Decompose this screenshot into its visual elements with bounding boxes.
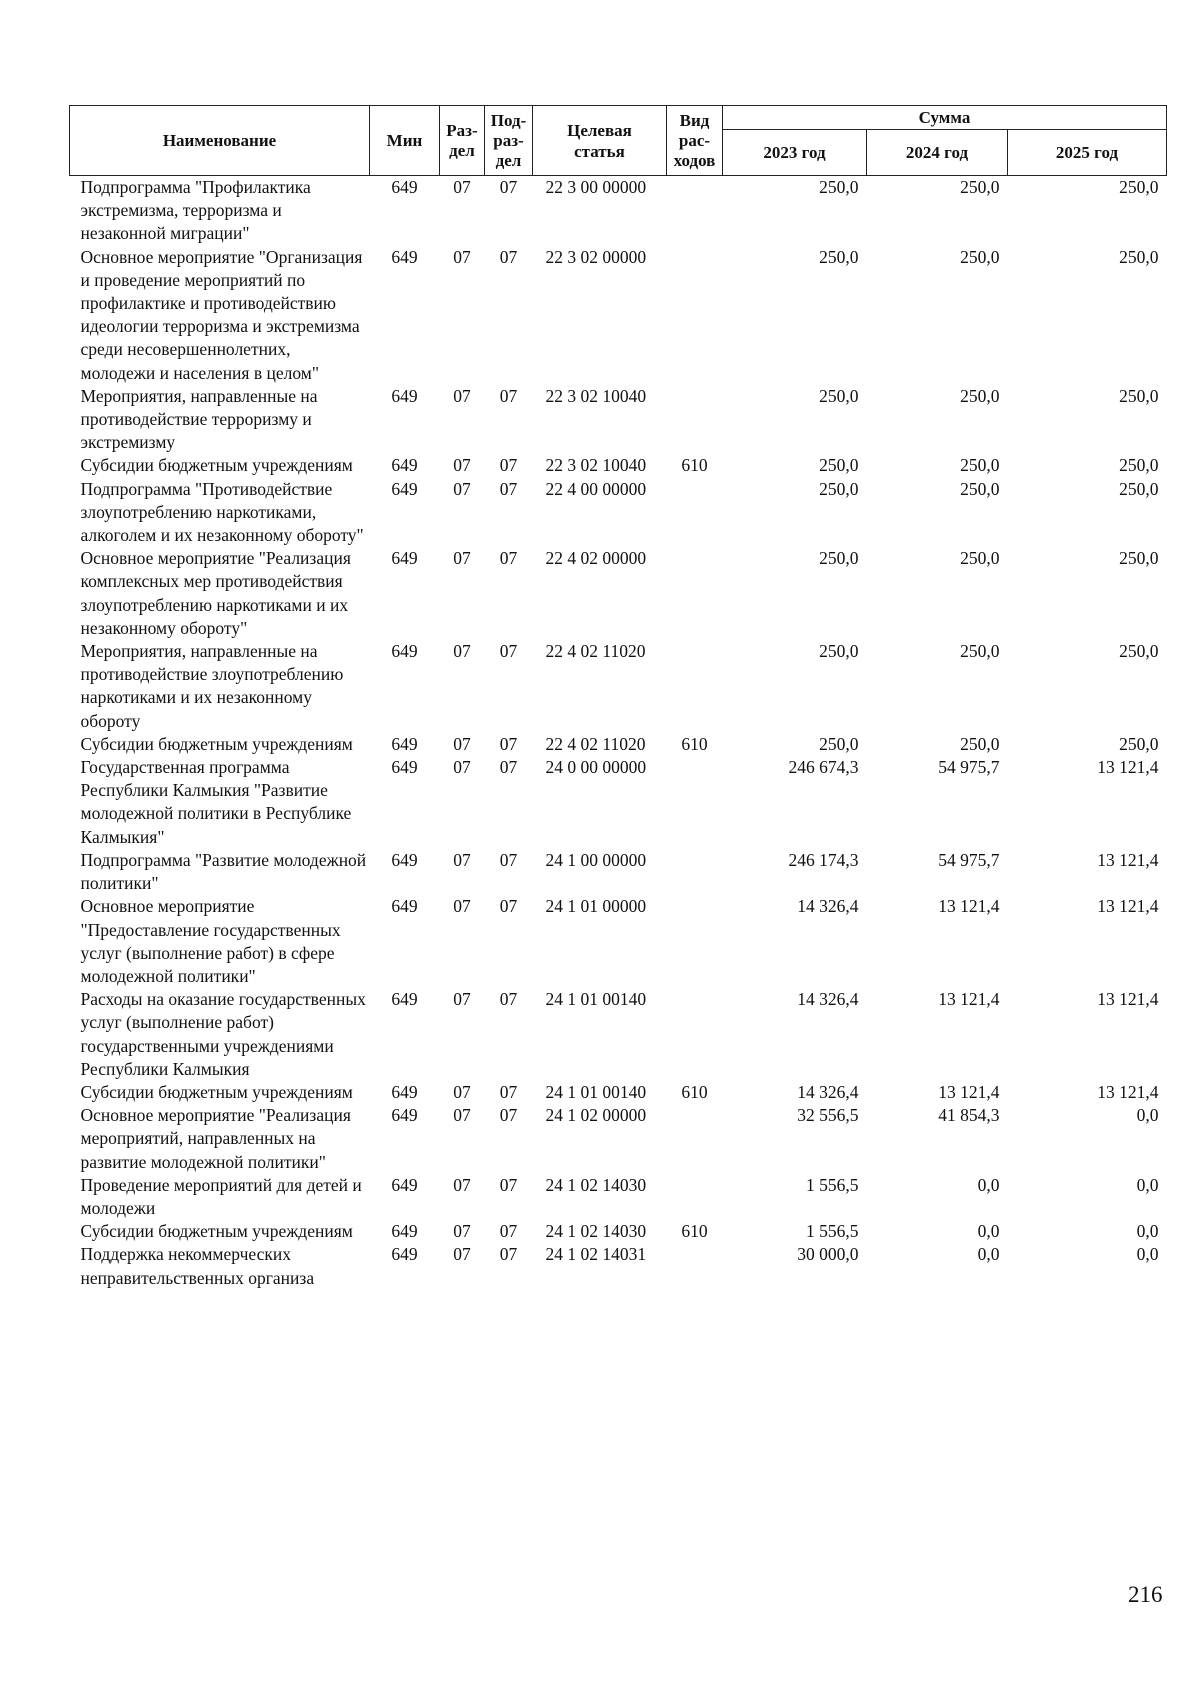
cell-celevaya: 22 4 02 11020: [545, 733, 646, 754]
cell-vid: [667, 1174, 723, 1220]
cell-razdel: 07: [453, 177, 471, 197]
cell-name: Субсидии бюджетным учреждениям: [80, 733, 353, 754]
cell-celevaya: 24 1 02 14030: [545, 1221, 647, 1242]
budget-table-sheet: [69, 105, 1166, 1290]
cell-vid: [667, 547, 723, 640]
cell-vid: [667, 895, 723, 988]
cell-name: Проведение мероприятий для детей и молодежи: [80, 1174, 362, 1218]
cell-min: 649: [391, 385, 418, 406]
cell-razdel: 07: [453, 385, 471, 406]
table-row: [70, 246, 1167, 385]
cell-name: Основное мероприятие "Организация и проведение мероприятий по профилактике и противодействию идеологии терроризма и экстремизма среди несовершеннолетних, молодежи и населения в целом": [80, 246, 363, 383]
cell-min: 649: [391, 1174, 418, 1195]
cell-2023: 246 674,3: [788, 757, 859, 778]
cell-2025: 250,0: [1119, 548, 1159, 569]
cell-celevaya: 22 4 02 00000: [545, 548, 647, 569]
cell-razdel: 07: [453, 1244, 471, 1265]
cell-2024: 250,0: [960, 478, 1000, 499]
cell-celevaya: 24 1 01 00140: [545, 989, 647, 1010]
cell-name: Расходы на оказание государственных услуг (выполнение работ) государственными учреждениями Республики Калмыкия: [80, 989, 366, 1079]
header-podrazdel: Под- раз- дел: [485, 106, 533, 176]
cell-razdel: 07: [453, 478, 471, 499]
cell-2024: 0,0: [977, 1174, 1000, 1195]
cell-2024: 250,0: [960, 455, 1000, 476]
cell-2025: 13 121,4: [1097, 849, 1159, 870]
cell-2023: 14 326,4: [797, 896, 859, 917]
cell-name: Подпрограмма "Развитие молодежной политики": [80, 849, 367, 894]
cell-2023: 250,0: [819, 455, 859, 476]
cell-2023: 250,0: [819, 177, 859, 197]
header-2023: 2023 год: [723, 130, 867, 176]
header-name: Наименование: [70, 106, 370, 176]
cell-2024: 13 121,4: [938, 989, 1000, 1010]
cell-name: Субсидии бюджетным учреждениям: [80, 455, 353, 476]
cell-2024: 250,0: [960, 733, 1000, 754]
table-row: [70, 1243, 1167, 1289]
cell-razdel: 07: [453, 1105, 471, 1126]
cell-name: Подпрограмма "Профилактика экстремизма, терроризма и незаконной миграции": [80, 177, 311, 244]
cell-razdel: 07: [453, 757, 471, 778]
table-row: [70, 895, 1167, 988]
cell-2023: 32 556,5: [797, 1105, 859, 1126]
cell-razdel: 07: [453, 1081, 471, 1102]
page-number: 216: [1128, 1582, 1163, 1607]
cell-podrazdel: 07: [499, 548, 518, 569]
table-body: [70, 176, 1167, 1290]
cell-2023: 1 556,5: [806, 1221, 859, 1242]
cell-2025: 250,0: [1119, 385, 1159, 406]
cell-celevaya: 24 1 02 14030: [545, 1174, 647, 1195]
cell-podrazdel: 07: [499, 989, 518, 1010]
cell-celevaya: 24 1 02 00000: [545, 1105, 647, 1126]
cell-vid: [667, 849, 723, 895]
cell-podrazdel: 07: [499, 849, 518, 870]
header-summa: Сумма: [723, 106, 1167, 130]
cell-min: 649: [391, 246, 418, 267]
cell-podrazdel: 07: [499, 455, 518, 476]
cell-2023: 250,0: [819, 385, 859, 406]
header-min: Мин: [370, 106, 440, 176]
cell-razdel: 07: [453, 246, 471, 267]
cell-2025: 13 121,4: [1097, 1081, 1159, 1102]
budget-table: [69, 105, 1167, 1290]
cell-celevaya: 22 4 02 11020: [545, 641, 646, 662]
cell-min: 649: [391, 849, 418, 870]
cell-vid: [667, 176, 723, 246]
cell-vid: 610: [681, 455, 708, 476]
cell-podrazdel: 07: [499, 177, 518, 197]
cell-2023: 246 174,3: [788, 849, 859, 870]
table-row: [70, 454, 1167, 477]
cell-2024: 0,0: [977, 1221, 1000, 1242]
cell-2023: 250,0: [819, 733, 859, 754]
cell-vid: 610: [681, 1221, 708, 1242]
cell-min: 649: [391, 1244, 418, 1265]
cell-razdel: 07: [453, 733, 471, 754]
cell-razdel: 07: [453, 455, 471, 476]
cell-2023: 250,0: [819, 478, 859, 499]
cell-min: 649: [391, 1081, 418, 1102]
cell-min: 649: [391, 896, 418, 917]
header-vid: Вид рас- ходов: [667, 106, 723, 176]
cell-vid: 610: [681, 733, 708, 754]
cell-min: 649: [391, 478, 418, 499]
header-2024: 2024 год: [867, 130, 1008, 176]
cell-2023: 30 000,0: [797, 1244, 859, 1265]
cell-razdel: 07: [453, 896, 471, 917]
cell-podrazdel: 07: [499, 641, 518, 662]
cell-name: Мероприятия, направленные на противодействие злоупотреблению наркотиками и их незаконному обороту: [80, 641, 344, 731]
cell-razdel: 07: [453, 849, 471, 870]
cell-2025: 250,0: [1119, 733, 1159, 754]
cell-razdel: 07: [453, 989, 471, 1010]
cell-razdel: 07: [453, 1174, 471, 1195]
cell-2024: 250,0: [960, 548, 1000, 569]
cell-min: 649: [391, 733, 418, 754]
table-row: [70, 756, 1167, 849]
cell-vid: [667, 385, 723, 455]
cell-podrazdel: 07: [499, 1174, 518, 1195]
cell-celevaya: 24 1 01 00000: [545, 896, 647, 917]
cell-2025: 250,0: [1119, 246, 1159, 267]
cell-name: Мероприятия, направленные на противодействие терроризму и экстремизму: [80, 385, 318, 453]
cell-2024: 13 121,4: [938, 1081, 1000, 1102]
table-row: [70, 1104, 1167, 1174]
cell-2025: 0,0: [1136, 1244, 1159, 1265]
table-row: [70, 547, 1167, 640]
cell-name: Государственная программа Республики Калмыкия "Развитие молодежной политики в Республике Калмыкия": [80, 757, 352, 847]
cell-name: Основное мероприятие "Реализация комплексных мер противодействия злоупотреблению наркотиками и их незаконному обороту": [80, 548, 351, 638]
cell-name: Основное мероприятие "Реализация мероприятий, направленных на развитие молодежной политики": [80, 1105, 351, 1172]
cell-min: 649: [391, 548, 418, 569]
cell-min: 649: [391, 989, 418, 1010]
cell-2024: 250,0: [960, 641, 1000, 662]
cell-2023: 250,0: [819, 246, 859, 267]
cell-name: Субсидии бюджетным учреждениям: [80, 1221, 353, 1242]
cell-podrazdel: 07: [499, 478, 518, 499]
table-row: [70, 640, 1167, 733]
cell-min: 649: [391, 177, 418, 197]
cell-2024: 54 975,7: [938, 849, 1000, 870]
cell-min: 649: [391, 1105, 418, 1126]
cell-razdel: 07: [453, 548, 471, 569]
cell-celevaya: 24 1 01 00140: [545, 1081, 647, 1102]
header-celevaya: Целевая статья: [533, 106, 667, 176]
table-header: [70, 106, 1167, 176]
table-row: [70, 478, 1167, 548]
cell-podrazdel: 07: [499, 1105, 518, 1126]
cell-2023: 14 326,4: [797, 1081, 859, 1102]
cell-vid: [667, 478, 723, 548]
cell-2024: 13 121,4: [938, 896, 1000, 917]
table-row: [70, 1220, 1167, 1243]
cell-name: Подпрограмма "Противодействие злоупотреблению наркотиками, алкоголем и их незаконному обороту": [80, 478, 364, 546]
cell-celevaya: 22 3 02 10040: [545, 385, 647, 406]
cell-podrazdel: 07: [499, 733, 518, 754]
cell-vid: 610: [681, 1081, 708, 1102]
cell-podrazdel: 07: [499, 757, 518, 778]
cell-2024: 250,0: [960, 246, 1000, 267]
cell-name: Субсидии бюджетным учреждениям: [80, 1081, 353, 1102]
table-row: [70, 849, 1167, 895]
cell-2024: 0,0: [977, 1244, 1000, 1265]
cell-celevaya: 22 3 02 10040: [545, 455, 647, 476]
cell-2025: 0,0: [1136, 1105, 1159, 1126]
cell-2025: 250,0: [1119, 641, 1159, 662]
cell-celevaya: 24 1 00 00000: [545, 849, 647, 870]
cell-podrazdel: 07: [499, 1221, 518, 1242]
cell-razdel: 07: [453, 1221, 471, 1242]
cell-celevaya: 22 3 00 00000: [545, 177, 647, 197]
cell-podrazdel: 07: [499, 1244, 518, 1265]
cell-2024: 250,0: [960, 385, 1000, 406]
cell-celevaya: 22 3 02 00000: [545, 246, 647, 267]
cell-vid: [667, 988, 723, 1081]
cell-celevaya: 24 0 00 00000: [545, 757, 647, 778]
cell-podrazdel: 07: [499, 385, 518, 406]
table-row: [70, 1081, 1167, 1104]
cell-2023: 14 326,4: [797, 989, 859, 1010]
cell-podrazdel: 07: [499, 896, 518, 917]
cell-name: Поддержка некоммерческих неправительственных организа: [80, 1244, 315, 1288]
cell-celevaya: 24 1 02 14031: [545, 1244, 647, 1265]
cell-2024: 41 854,3: [938, 1105, 1000, 1126]
table-row: [70, 733, 1167, 756]
header-2025: 2025 год: [1008, 130, 1167, 176]
table-row: [70, 176, 1167, 246]
cell-vid: [667, 246, 723, 385]
cell-name: Основное мероприятие "Предоставление государственных услуг (выполнение работ) в сфере молодежной политики": [80, 896, 341, 986]
cell-2025: 13 121,4: [1097, 989, 1159, 1010]
cell-2025: 13 121,4: [1097, 757, 1159, 778]
cell-razdel: 07: [453, 641, 471, 662]
cell-min: 649: [391, 757, 418, 778]
table-row: [70, 988, 1167, 1081]
cell-2025: 0,0: [1136, 1221, 1159, 1242]
cell-vid: [667, 756, 723, 849]
cell-2025: 13 121,4: [1097, 896, 1159, 917]
cell-min: 649: [391, 641, 418, 662]
cell-celevaya: 22 4 00 00000: [545, 478, 647, 499]
table-row: [70, 385, 1167, 455]
cell-min: 649: [391, 1221, 418, 1242]
cell-2023: 250,0: [819, 641, 859, 662]
header-razdel: Раз- дел: [440, 106, 485, 176]
cell-2025: 250,0: [1119, 455, 1159, 476]
cell-2025: 0,0: [1136, 1174, 1159, 1195]
cell-2024: 54 975,7: [938, 757, 1000, 778]
cell-2025: 250,0: [1119, 177, 1159, 197]
cell-vid: [667, 1104, 723, 1174]
cell-podrazdel: 07: [499, 1081, 518, 1102]
cell-2023: 1 556,5: [806, 1174, 859, 1195]
table-row: [70, 1174, 1167, 1220]
cell-2024: 250,0: [960, 177, 1000, 197]
cell-2025: 250,0: [1119, 478, 1159, 499]
cell-vid: [667, 1243, 723, 1289]
cell-2023: 250,0: [819, 548, 859, 569]
cell-min: 649: [391, 455, 418, 476]
cell-vid: [667, 640, 723, 733]
cell-podrazdel: 07: [499, 246, 518, 267]
